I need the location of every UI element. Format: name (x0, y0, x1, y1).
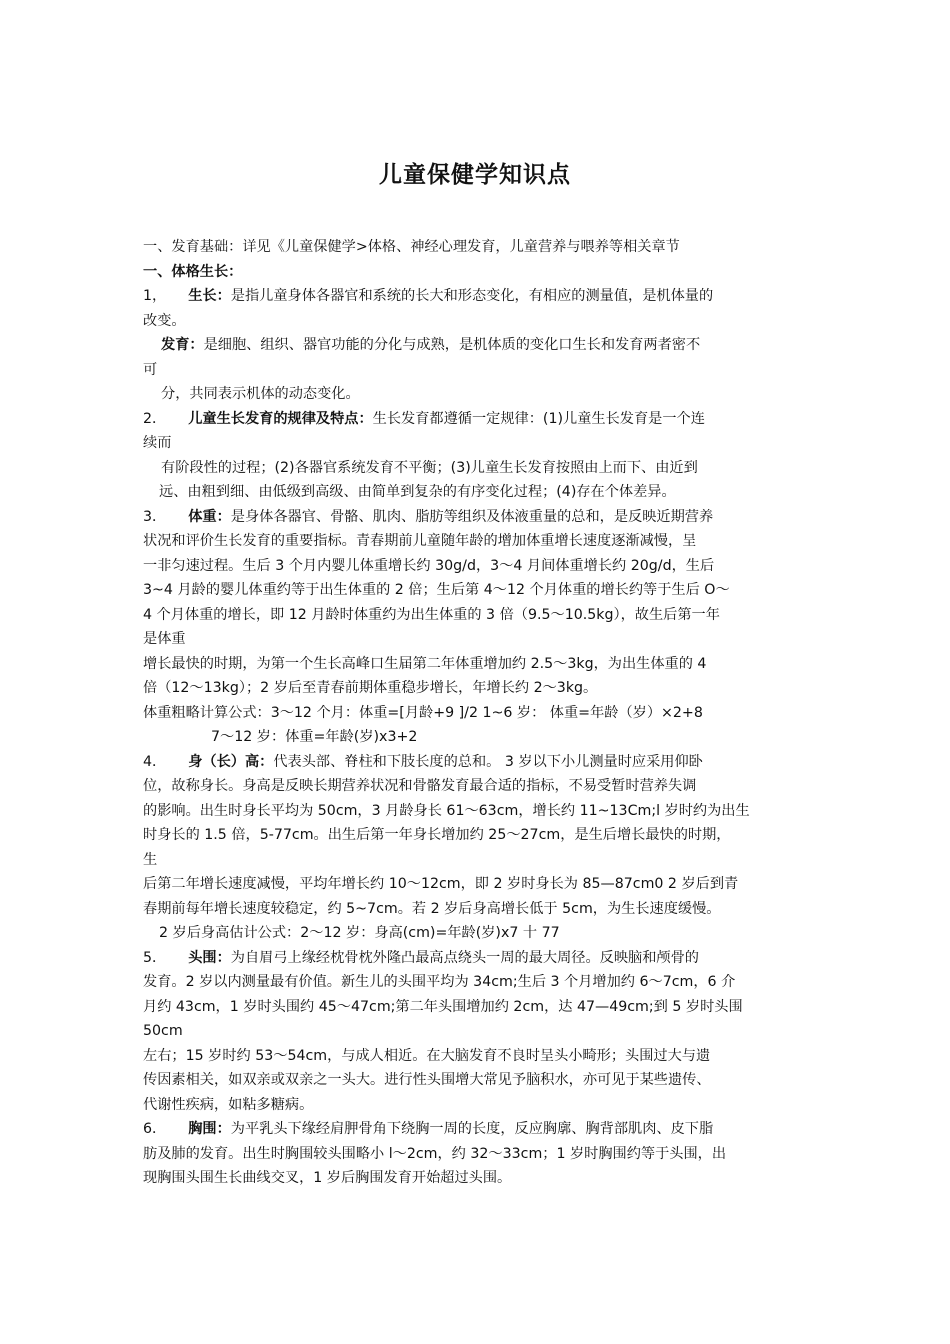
text-line (143, 505, 811, 530)
line-text: 倍（12～13kg）；2 岁后至青春前期体重稳步增长，年增长约 2～3kg。 (143, 680, 598, 696)
text-line (143, 652, 811, 677)
line-text: 是细胞、组织、器官功能的分化与成熟，是机体质的变化口生长和发育两者密不 (203, 337, 701, 353)
text-line (143, 1068, 811, 1093)
line-text: 左右；15 岁时约 53～54cm，与成人相近。在大脑发育不良时呈头小畸形；头围过大与遗 (143, 1047, 711, 1064)
line-text: 有阶段性的过程；(2)各器官系统发育不平衡；(3)儿童生长发育按照由上而下、由近到 (161, 459, 698, 476)
text-line (143, 554, 811, 579)
line-text: 2 岁后身高估计公式：2～12 岁：身高(cm)=年龄(岁)x7 十 77 (159, 925, 560, 941)
bold-term: 体重： (188, 508, 231, 525)
text-line (143, 1019, 811, 1044)
bold-term: 生长： (188, 288, 231, 304)
text-line (143, 1142, 811, 1167)
text-line (143, 774, 811, 799)
line-text: 春期前每年增长速度较稳定，约 5~7cm。若 2 岁后身高增长低于 5cm，为生长速度缓慢。 (143, 900, 721, 917)
line-text: 发育。2 岁以内测量最有价值。新生儿的头围平均为 34cm;生后 3 个月增加约 6～7cm，6 介 (143, 974, 736, 990)
text-line (143, 358, 811, 383)
text-line (143, 970, 811, 995)
text-line (143, 431, 811, 456)
line-text: 7～12 岁：体重=年龄(岁)x3+2 (211, 729, 418, 745)
line-text: 可 (143, 361, 158, 378)
line-text: 4 个月体重的增长，即 12 月龄时体重约为出生体重的 3 倍（9.5～10.5kg），故生后第一年 (143, 606, 720, 623)
line-text: 时身长的 1.5 倍，5-77cm。出生后第一年身长增加约 25～27cm，是生后增长最快的时期， (143, 827, 731, 843)
item-number: 4． (143, 753, 167, 770)
line-text: 后第二年增长速度减慢，平均年增长约 10～12cm，即 2 岁时身长为 85—87cm0 2 岁后到青 (143, 876, 739, 892)
line-text: 一、发育基础：详见《儿童保健学>体格、神经心理发育，儿童营养与喂养等相关章节 (143, 239, 680, 255)
line-text: 远、由粗到细、由低级到高级、由简单到复杂的有序变化过程；(4)存在个体差异。 (159, 484, 676, 500)
line-text: 续而 (143, 435, 172, 451)
line-text: 传因素相关，如双亲或双亲之一头大。进行性头围增大常见予脑积水，亦可见于某些遗传、 (143, 1072, 711, 1088)
line-text: 改变。 (143, 312, 186, 329)
line-text: 现胸围头围生长曲线交叉，1 岁后胸围发育开始超过头围。 (143, 1170, 512, 1186)
line-text: 为自眉弓上缘经枕骨枕外隆凸最高点绕头一周的最大周径。反映脑和颅骨的 (230, 949, 699, 966)
text-line (143, 823, 811, 848)
item-number: 2． (143, 410, 167, 427)
text-line (143, 407, 811, 432)
text-line (143, 578, 811, 603)
text-line (143, 627, 811, 652)
line-text: 月约 43cm，1 岁时头围约 45～47cm;第二年头围增加约 2cm，达 47—49cm;到 5 岁时头围 (143, 998, 743, 1015)
text-line (143, 1093, 811, 1118)
bold-term: 发育： (161, 337, 204, 353)
text-line (143, 676, 811, 701)
line-text: 为平乳头下缘经肩胛骨角下绕胸一周的长度，反应胸廓、胸背部肌肉、皮下脂 (230, 1121, 714, 1137)
text-line (143, 1044, 811, 1069)
text-line (143, 284, 811, 309)
line-text: 是身体各器官、骨骼、肌肉、脂肪等组织及体液重量的总和，是反映近期营养 (230, 508, 714, 525)
text-line (143, 333, 811, 358)
line-text: 体重粗略计算公式：3～12 个月：体重=[月龄+9 ]/2 1~6 岁： 体重=年龄（岁）×2+8 (143, 704, 703, 721)
text-line (143, 848, 811, 873)
document-title: 儿童保健学知识点 (379, 162, 571, 188)
item-number: 3． (143, 508, 167, 525)
text-line (143, 946, 811, 971)
item-number: 5． (143, 949, 167, 966)
bold-term: 头围： (188, 949, 231, 966)
text-line (143, 725, 811, 750)
line-text: 生长发育都遵循一定规律：(1)儿童生长发育是一个连 (372, 410, 705, 427)
line-text: 50cm (143, 1023, 183, 1039)
item-number: 6． (143, 1121, 167, 1137)
bold-term: 身（长）高： (188, 753, 274, 770)
line-text: 肪及肺的发育。出生时胸围较头围略小 l～2cm，约 32～33cm；1 岁时胸围约等于头围，出 (143, 1145, 727, 1162)
line-text: 是体重 (143, 631, 186, 647)
text-line (143, 382, 811, 407)
line-text: 代谢性疾病，如粘多糖病。 (143, 1096, 314, 1113)
bold-term: 儿童生长发育的规律及特点： (188, 410, 373, 427)
text-line (143, 1166, 811, 1191)
text-line (143, 897, 811, 922)
line-text: 代表头部、脊柱和下肢长度的总和。 3 岁以下小儿测量时应采用仰卧 (273, 753, 703, 770)
bold-term: 胸围： (188, 1121, 231, 1137)
line-text: 3~4 月龄的婴儿体重约等于出生体重的 2 倍；生后第 4～12 个月体重的增长约等于生后 O～ (143, 582, 730, 598)
bold-term: 一、体格生长： (143, 263, 243, 280)
text-line (143, 603, 811, 628)
line-text: 状况和评价生长发育的重要指标。青春期前儿童随年龄的增加体重增长速度逐渐减慢，呈 (143, 533, 697, 549)
text-line (143, 1117, 811, 1142)
line-text: 生 (143, 851, 158, 868)
text-line (143, 921, 811, 946)
line-text: 增长最快的时期，为第一个生长高峰口生届第二年体重增加约 2.5～3kg，为出生体重的 4 (143, 655, 707, 672)
text-line (143, 799, 811, 824)
line-text: 位，故称身长。身高是反映长期营养状况和骨骼发育最合适的指标，不易受暂时营养失调 (143, 778, 697, 794)
line-text: 一非匀速过程。生后 3 个月内婴儿体重增长约 30g/d，3～4 月间体重增长约 20g/d，生后 (143, 557, 715, 574)
text-line (143, 456, 811, 481)
text-line (143, 309, 811, 334)
line-text: 是指儿童身体各器官和系统的长大和形态变化，有相应的测量值，是机体量的 (230, 288, 714, 304)
item-number: 1， (143, 288, 167, 304)
text-line (143, 872, 811, 897)
text-line (143, 235, 811, 260)
text-line (143, 260, 811, 285)
document-body (143, 235, 811, 1191)
text-line (143, 750, 811, 775)
line-text: 的影响。出生时身长平均为 50cm，3 月龄身长 61～63cm，增长约 11~13Cm;l 岁时约为出生 (143, 802, 750, 819)
text-line (143, 701, 811, 726)
text-line (143, 480, 811, 505)
line-text: 分，共同表示机体的动态变化。 (161, 386, 360, 402)
text-line (143, 995, 811, 1020)
text-line (143, 529, 811, 554)
